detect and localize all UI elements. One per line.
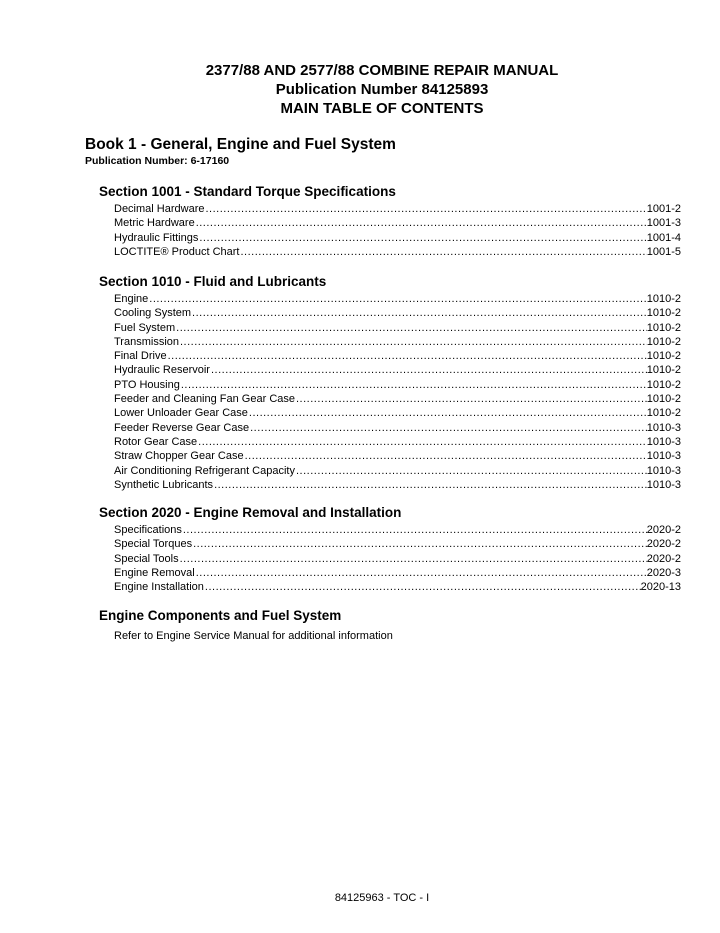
- toc-entry-label: Air Conditioning Refrigerant Capacity: [114, 464, 295, 477]
- toc-entry[interactable]: [114, 216, 681, 230]
- toc-entry-label: Feeder and Cleaning Fan Gear Case: [114, 393, 295, 406]
- toc-entry-list: [114, 292, 681, 492]
- dot-leader: [180, 378, 647, 392]
- section-note: Refer to Engine Service Manual for additional information: [114, 630, 393, 642]
- dot-leader: [167, 349, 647, 363]
- section-2020: [99, 505, 681, 594]
- toc-entry-list: [114, 523, 681, 594]
- toc-entry-label: Fuel System: [114, 321, 176, 334]
- dot-leader: [295, 392, 647, 406]
- toc-entry[interactable]: [114, 566, 681, 580]
- toc-entry[interactable]: [114, 245, 681, 259]
- toc-entry[interactable]: [114, 523, 681, 537]
- section-engine-components: [99, 608, 681, 643]
- dot-leader: [179, 335, 647, 349]
- toc-entry-label: Feeder Reverse Gear Case: [114, 421, 250, 434]
- dot-leader: [192, 537, 647, 551]
- toc-entry-label: Hydraulic Fittings: [114, 231, 199, 244]
- toc-entry-label: Synthetic Lubricants: [114, 478, 214, 491]
- toc-entry[interactable]: [114, 349, 681, 363]
- dot-leader: [249, 421, 647, 435]
- dot-leader: [195, 566, 647, 580]
- toc-entry-label: Lower Unloader Gear Case: [114, 407, 248, 420]
- toc-entry-page: 2020-3: [646, 566, 681, 579]
- toc-entry-label: Engine Removal: [114, 566, 195, 579]
- toc-entry-page: 1001-4: [646, 231, 681, 244]
- toc-entry[interactable]: [114, 378, 681, 392]
- page-footer: 84125963 - TOC - I: [334, 892, 430, 904]
- toc-entry-label: Metric Hardware: [114, 217, 195, 230]
- toc-entry-label: Hydraulic Reservoir: [114, 364, 210, 377]
- publication-number: Publication Number 84125893: [275, 81, 489, 98]
- toc-entry[interactable]: [114, 552, 681, 566]
- section-title: Engine Components and Fuel System: [99, 608, 342, 623]
- toc-entry-list: [114, 202, 681, 259]
- toc-entry[interactable]: [114, 292, 681, 306]
- toc-heading: MAIN TABLE OF CONTENTS: [280, 100, 484, 117]
- dot-leader: [248, 406, 647, 420]
- toc-entry-page: 1001-2: [646, 203, 681, 215]
- toc-entry-page: 1010-3: [646, 435, 681, 448]
- section-title: Section 1010 - Fluid and Lubricants: [99, 274, 327, 289]
- dot-leader: [213, 478, 647, 492]
- toc-entry-label: Final Drive: [114, 350, 167, 363]
- toc-entry-label: Decimal Hardware: [114, 203, 205, 215]
- toc-entry-page: 2020-2: [646, 552, 681, 565]
- toc-entry-label: Special Torques: [114, 538, 193, 551]
- toc-entry-label: Engine Installation: [114, 581, 204, 594]
- book-title: Book 1 - General, Engine and Fuel System: [85, 136, 396, 153]
- toc-entry-label: Engine: [114, 293, 149, 305]
- toc-entry[interactable]: [114, 449, 681, 463]
- dot-leader: [197, 435, 647, 449]
- toc-entry[interactable]: [114, 321, 681, 335]
- section-1010: [99, 274, 681, 492]
- toc-entry-page: 1010-2: [646, 393, 681, 406]
- toc-entry[interactable]: [114, 231, 681, 245]
- dot-leader: [148, 292, 646, 306]
- toc-entry-page: 1010-2: [646, 307, 681, 320]
- toc-entry[interactable]: [114, 202, 681, 216]
- dot-leader: [182, 523, 647, 537]
- toc-entry-page: 1001-3: [646, 217, 681, 230]
- toc-entry[interactable]: [114, 335, 681, 349]
- toc-entry[interactable]: [114, 406, 681, 420]
- toc-entry-label: PTO Housing: [114, 378, 180, 391]
- toc-entry[interactable]: [114, 580, 681, 594]
- manual-title: 2377/88 AND 2577/88 COMBINE REPAIR MANUAL: [205, 62, 559, 79]
- toc-entry-page: 2020-2: [646, 524, 681, 536]
- dot-leader: [244, 449, 647, 463]
- toc-entry[interactable]: [114, 421, 681, 435]
- toc-entry-page: 1010-3: [646, 464, 681, 477]
- section-title: Section 1001 - Standard Torque Specifications: [99, 184, 396, 199]
- toc-entry[interactable]: [114, 363, 681, 377]
- section-title: Section 2020 - Engine Removal and Installation: [99, 505, 402, 520]
- dot-leader: [204, 580, 641, 594]
- toc-entry-page: 2020-13: [640, 581, 681, 594]
- dot-leader: [198, 231, 646, 245]
- toc-entry[interactable]: [114, 435, 681, 449]
- toc-entry-page: 1010-2: [646, 364, 681, 377]
- toc-entry-label: Special Tools: [114, 552, 179, 565]
- toc-entry-label: Transmission: [114, 335, 179, 348]
- toc-entry-page: 1010-2: [646, 335, 681, 348]
- toc-entry-page: 1010-3: [646, 421, 681, 434]
- toc-entry-label: Rotor Gear Case: [114, 435, 198, 448]
- toc-entry-page: 1010-2: [646, 293, 681, 305]
- manual-header: [0, 61, 720, 118]
- dot-leader: [210, 363, 647, 377]
- toc-entry-page: 1010-2: [646, 378, 681, 391]
- toc-entry[interactable]: [114, 537, 681, 551]
- section-1001: [99, 184, 681, 259]
- toc-entry-label: Specifications: [114, 524, 182, 536]
- toc-entry-page: 1010-2: [646, 321, 681, 334]
- dot-leader: [204, 202, 646, 216]
- toc-entry-page: 2020-2: [646, 538, 681, 551]
- dot-leader: [191, 306, 647, 320]
- toc-entry-page: 1010-2: [646, 350, 681, 363]
- toc-entry-label: Straw Chopper Gear Case: [114, 450, 244, 463]
- dot-leader: [295, 464, 647, 478]
- toc-entry-label: Cooling System: [114, 307, 192, 320]
- toc-entry-page: 1001-5: [646, 245, 681, 258]
- toc-entry-page: 1010-3: [646, 478, 681, 491]
- toc-entry[interactable]: [114, 464, 681, 478]
- toc-entry[interactable]: [114, 306, 681, 320]
- toc-entry-page: 1010-3: [646, 450, 681, 463]
- toc-entry[interactable]: [114, 392, 681, 406]
- dot-leader: [239, 245, 646, 259]
- dot-leader: [175, 321, 647, 335]
- toc-entry-label: LOCTITE® Product Chart: [114, 245, 240, 258]
- toc-entry[interactable]: [114, 478, 681, 492]
- dot-leader: [179, 552, 647, 566]
- toc-entry-page: 1010-2: [646, 407, 681, 420]
- book-publication-number: Publication Number: 6-17160: [85, 155, 230, 167]
- dot-leader: [195, 216, 647, 230]
